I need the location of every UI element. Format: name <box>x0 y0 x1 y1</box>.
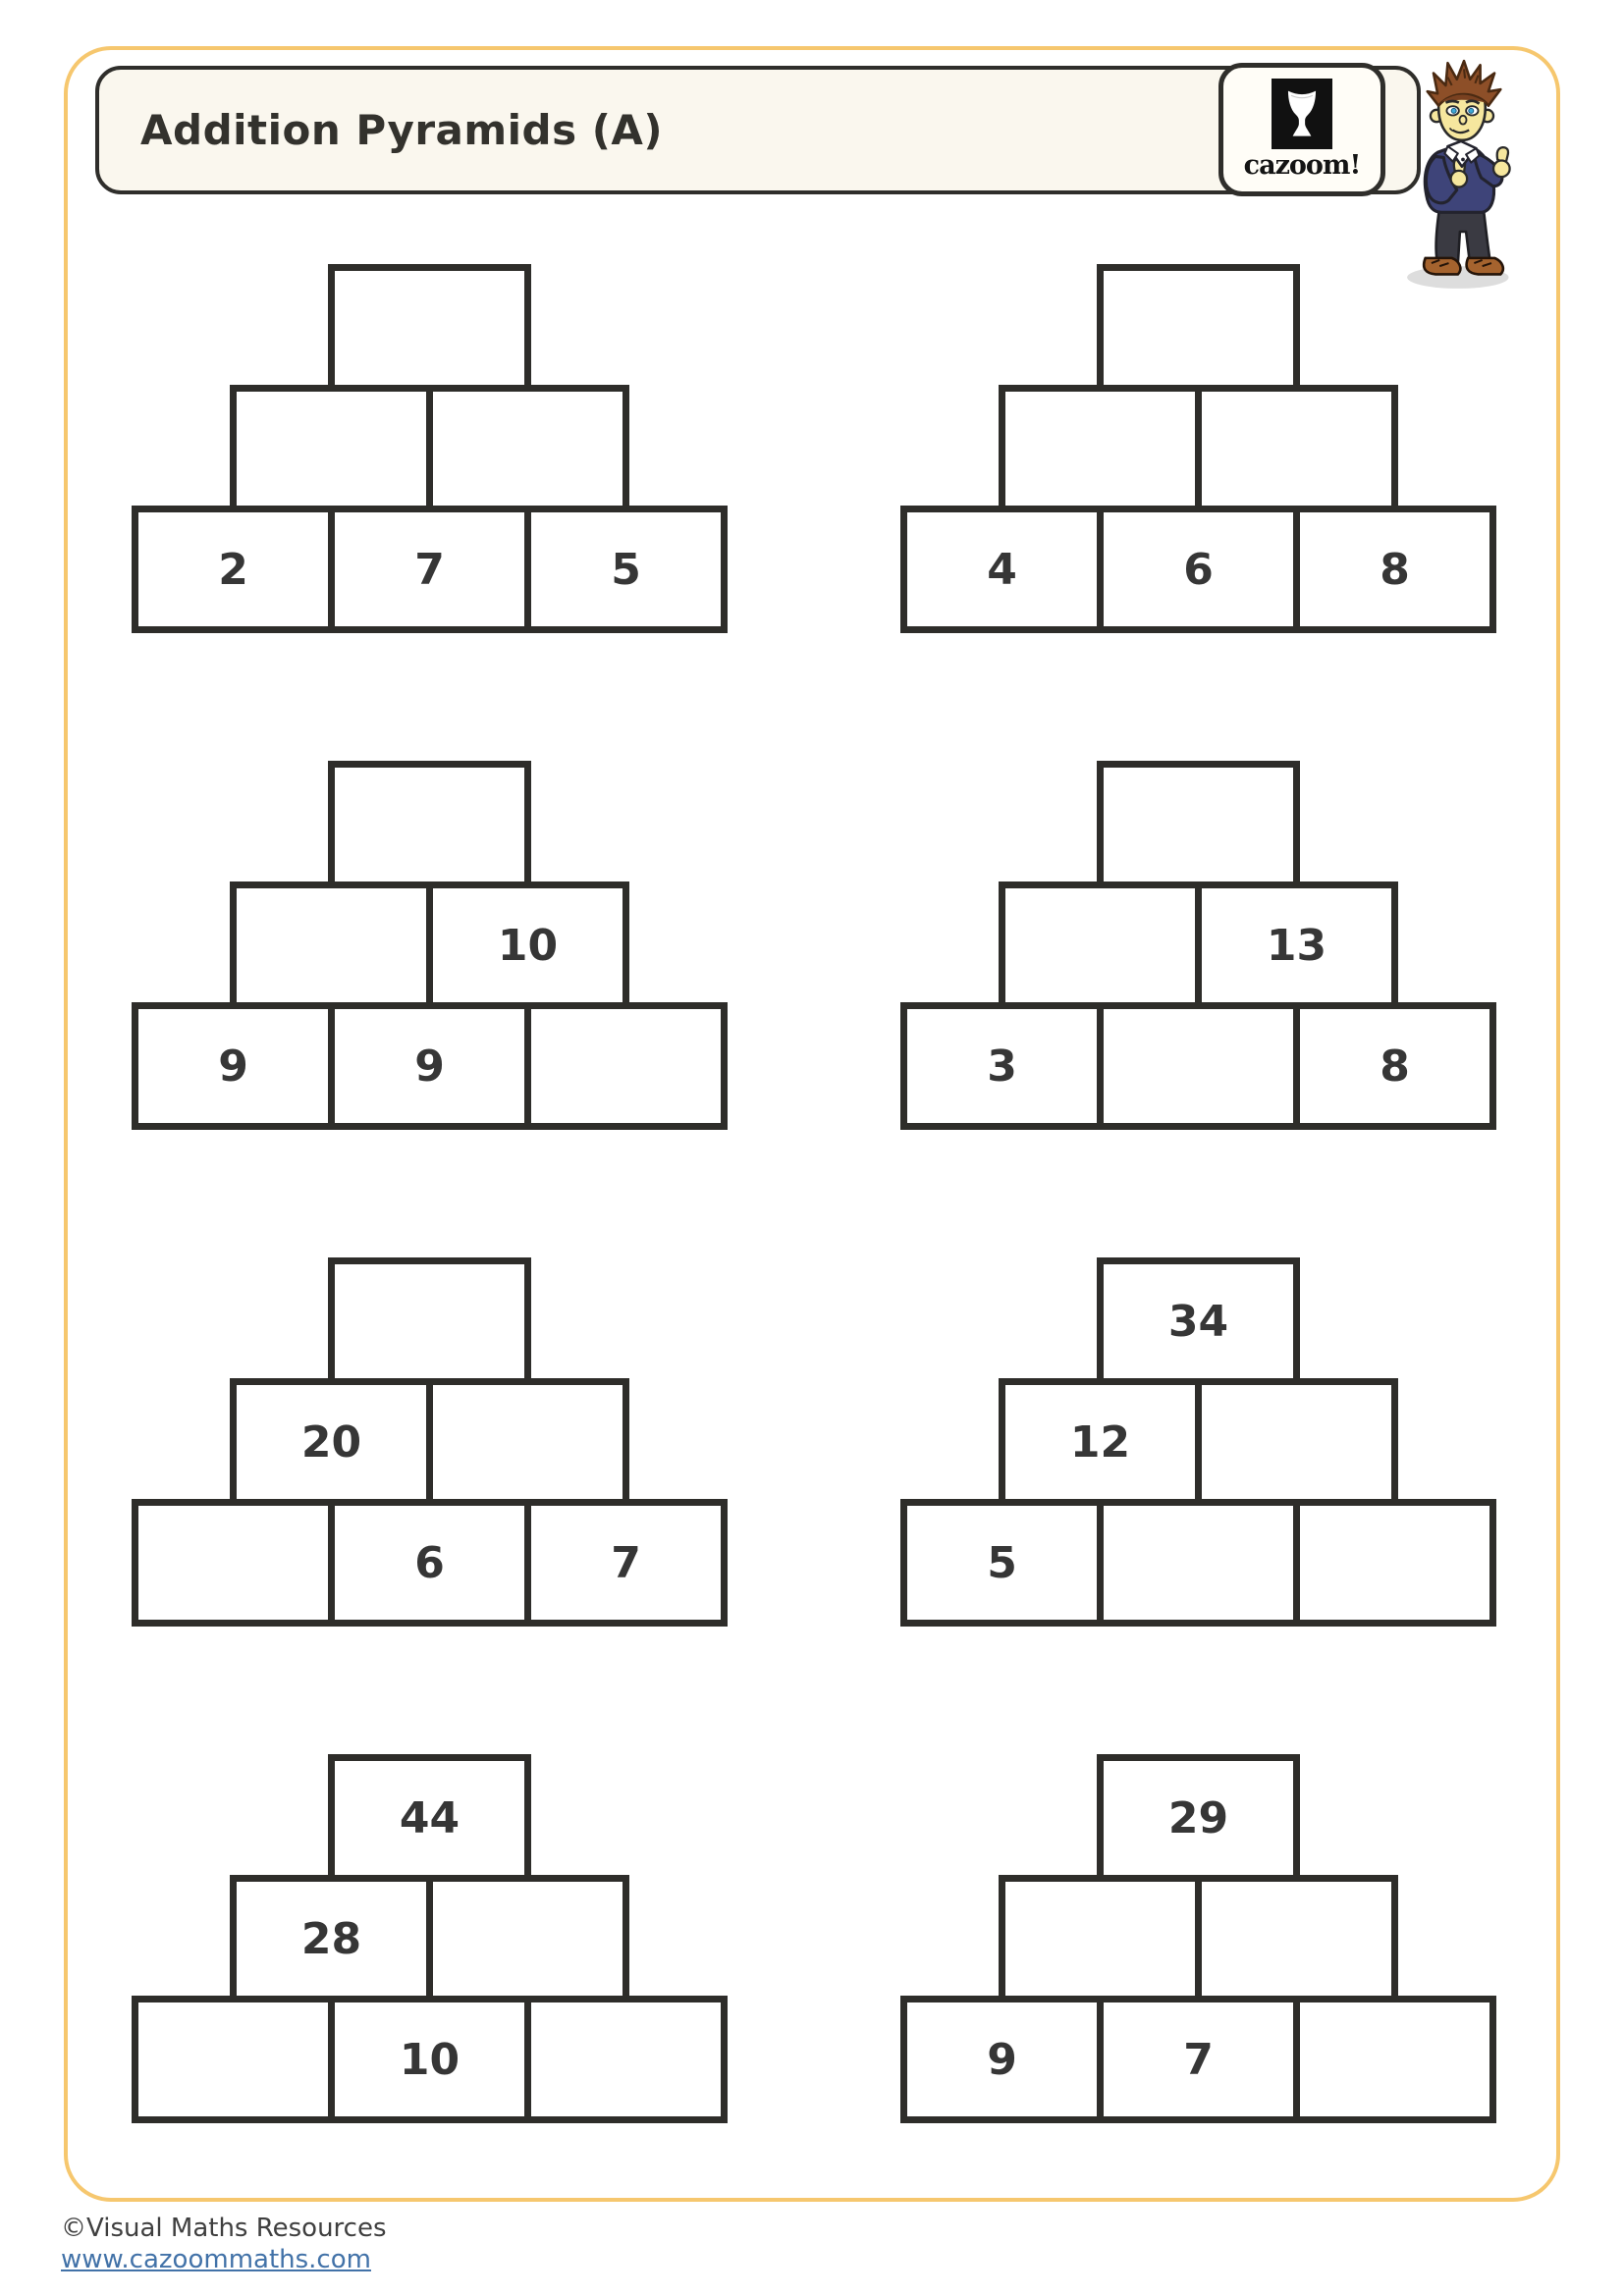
cell-bottom-right: 8 <box>1293 1002 1496 1130</box>
cell-top <box>328 761 531 888</box>
pyramid-row-top <box>328 264 531 392</box>
pyramid-row-middle <box>230 881 629 1009</box>
pyramid-row-top <box>328 1754 531 1882</box>
page-title: Addition Pyramids (A) <box>140 106 664 154</box>
cazoom-logo-text: cazoom! <box>1243 150 1361 181</box>
addition-pyramid-1 <box>132 264 728 633</box>
cell-middle-right: 10 <box>426 881 629 1009</box>
pyramid-row-bottom <box>900 506 1496 633</box>
pyramid-row-bottom <box>132 1499 728 1627</box>
pyramid-row-middle <box>230 1875 629 2002</box>
page-footer <box>61 2213 387 2278</box>
cell-bottom-center: 9 <box>328 1002 531 1130</box>
pyramid-row-bottom <box>132 1996 728 2123</box>
cell-top <box>1097 264 1300 392</box>
cell-bottom-right <box>1293 1996 1496 2123</box>
addition-pyramid-2 <box>900 264 1496 633</box>
cell-middle-left <box>999 881 1202 1009</box>
cell-middle-right <box>426 1378 629 1506</box>
cell-middle-right <box>1195 1875 1398 2002</box>
cazoom-drum-icon <box>1272 79 1332 149</box>
pyramid-row-top <box>1097 1257 1300 1385</box>
pyramid-row-top <box>1097 1754 1300 1882</box>
cell-bottom-right <box>1293 1499 1496 1627</box>
cell-bottom-center: 6 <box>1097 506 1300 633</box>
cell-middle-right <box>1195 1378 1398 1506</box>
addition-pyramid-3 <box>132 761 728 1130</box>
cell-bottom-left <box>132 1499 335 1627</box>
cell-top: 29 <box>1097 1754 1300 1882</box>
cell-top <box>1097 761 1300 888</box>
pyramid-row-bottom <box>900 1002 1496 1130</box>
pyramid-row-middle <box>999 881 1398 1009</box>
pyramid-row-middle <box>999 1378 1398 1506</box>
cell-bottom-center: 7 <box>1097 1996 1300 2123</box>
cell-middle-left: 28 <box>230 1875 433 2002</box>
addition-pyramid-4 <box>900 761 1496 1130</box>
cell-bottom-left: 5 <box>900 1499 1104 1627</box>
cell-middle-left <box>999 1875 1202 2002</box>
addition-pyramid-5 <box>132 1257 728 1627</box>
pyramid-row-middle <box>999 1875 1398 2002</box>
cell-top <box>328 264 531 392</box>
cell-middle-right <box>1195 385 1398 512</box>
pyramid-row-top <box>328 1257 531 1385</box>
pyramid-row-bottom <box>132 1002 728 1130</box>
cell-bottom-left: 9 <box>132 1002 335 1130</box>
cell-middle-left <box>999 385 1202 512</box>
cell-middle-right <box>426 385 629 512</box>
addition-pyramid-8 <box>900 1754 1496 2123</box>
cell-bottom-right <box>524 1002 728 1130</box>
copyright-text: ©Visual Maths Resources <box>61 2214 387 2243</box>
pyramid-row-top <box>328 761 531 888</box>
pyramid-row-middle <box>230 1378 629 1506</box>
pyramid-row-bottom <box>900 1499 1496 1627</box>
pyramid-row-bottom <box>132 506 728 633</box>
pyramid-row-bottom <box>900 1996 1496 2123</box>
cell-middle-left: 20 <box>230 1378 433 1506</box>
cell-bottom-center <box>1097 1002 1300 1130</box>
cell-bottom-right <box>524 1996 728 2123</box>
pyramid-row-middle <box>999 385 1398 512</box>
addition-pyramid-6 <box>900 1257 1496 1627</box>
cell-bottom-right: 5 <box>524 506 728 633</box>
pyramid-row-middle <box>230 385 629 512</box>
cell-top: 44 <box>328 1754 531 1882</box>
cazoom-logo <box>1218 63 1385 196</box>
website-link[interactable]: www.cazoommaths.com <box>61 2245 371 2274</box>
cell-middle-right <box>426 1875 629 2002</box>
addition-pyramid-7 <box>132 1754 728 2123</box>
cell-bottom-left: 9 <box>900 1996 1104 2123</box>
cell-bottom-center: 7 <box>328 506 531 633</box>
pyramid-row-top <box>1097 264 1300 392</box>
cell-bottom-left: 4 <box>900 506 1104 633</box>
cell-middle-left <box>230 881 433 1009</box>
cell-bottom-right: 7 <box>524 1499 728 1627</box>
cell-middle-left: 12 <box>999 1378 1202 1506</box>
pyramid-row-top <box>1097 761 1300 888</box>
mascot-boy-illustration <box>1390 57 1536 291</box>
cell-bottom-left: 2 <box>132 506 335 633</box>
cell-top: 34 <box>1097 1257 1300 1385</box>
cell-bottom-left <box>132 1996 335 2123</box>
cell-bottom-center <box>1097 1499 1300 1627</box>
cell-bottom-center: 6 <box>328 1499 531 1627</box>
cell-bottom-left: 3 <box>900 1002 1104 1130</box>
cell-bottom-center: 10 <box>328 1996 531 2123</box>
cell-top <box>328 1257 531 1385</box>
cell-middle-right: 13 <box>1195 881 1398 1009</box>
cell-middle-left <box>230 385 433 512</box>
cell-bottom-right: 8 <box>1293 506 1496 633</box>
